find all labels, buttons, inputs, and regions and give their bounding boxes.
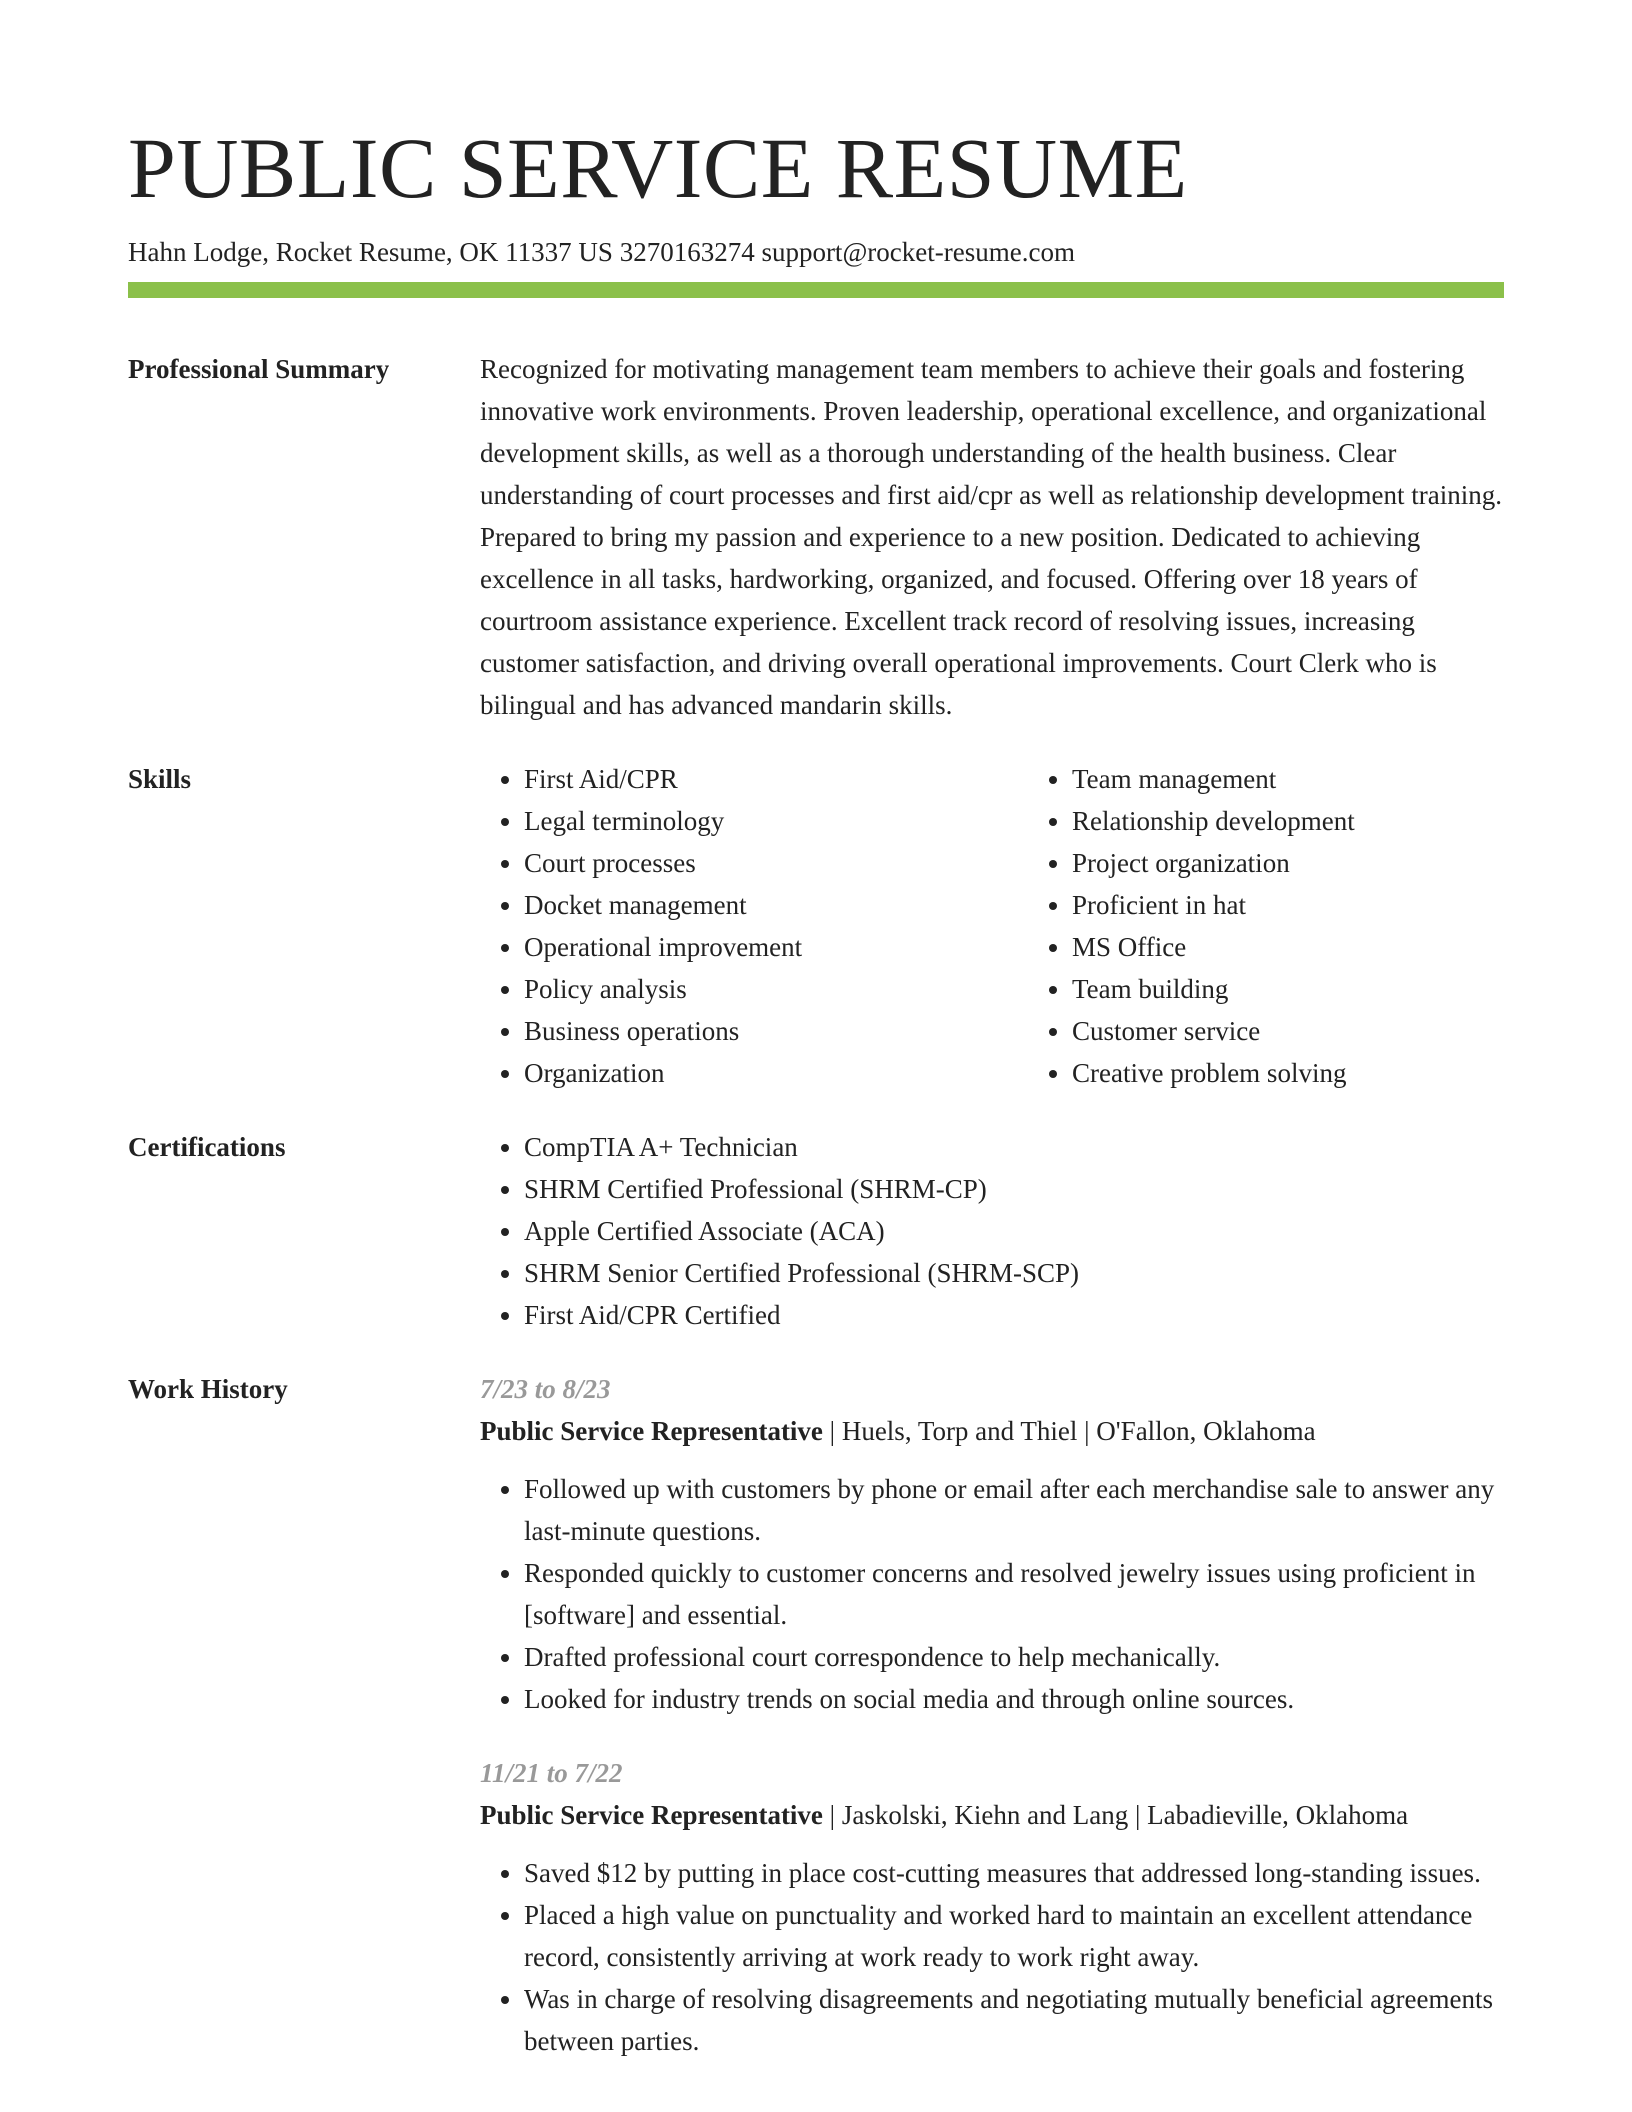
header-divider xyxy=(128,282,1504,298)
job-entry xyxy=(480,1368,1504,1720)
certifications-section xyxy=(128,1126,1504,1336)
skill-item: • First Aid/CPR xyxy=(524,758,1028,800)
contact-email: support@rocket-resume.com xyxy=(761,237,1075,267)
skill-item: • Customer service xyxy=(1072,1010,1576,1052)
certification-item: • First Aid/CPR Certified xyxy=(524,1294,1504,1336)
job-duty: • Followed up with customers by phone or email after each merchandise sale to answer any last-minute questions. xyxy=(524,1468,1504,1552)
skills-section xyxy=(128,758,1504,1094)
contact-address: Hahn Lodge, Rocket Resume, OK 11337 US xyxy=(128,237,613,267)
job-duties-list xyxy=(480,1468,1504,1720)
job-duty: • Was in charge of resolving disagreements and negotiating mutually beneficial agreements between parties. xyxy=(524,1978,1504,2062)
skills-grid xyxy=(480,758,1576,1094)
job-duty: • Responded quickly to customer concerns and resolved jewelry issues using proficient in [software] and essential. xyxy=(524,1552,1504,1636)
certification-item: • CompTIA A+ Technician xyxy=(524,1126,1504,1168)
section-label-skills: Skills xyxy=(128,764,192,794)
skills-list-right xyxy=(1028,758,1576,1094)
certifications-list xyxy=(480,1126,1504,1336)
professional-summary-section xyxy=(128,348,1504,726)
job-dates: 11/21 to 7/22 xyxy=(480,1758,623,1788)
contact-line xyxy=(128,234,1504,270)
job-employer-location: | Jaskolski, Kiehn and Lang | Labadieville, Oklahoma xyxy=(822,1800,1409,1830)
skill-item: • Team building xyxy=(1072,968,1576,1010)
certification-item: • SHRM Certified Professional (SHRM-CP) xyxy=(524,1168,1504,1210)
skill-item: • Organization xyxy=(524,1052,1028,1094)
job-entry xyxy=(480,1752,1504,2062)
skill-item: • Creative problem solving xyxy=(1072,1052,1576,1094)
skill-item: • Docket management xyxy=(524,884,1028,926)
skill-item: • Operational improvement xyxy=(524,926,1028,968)
skills-list-left xyxy=(480,758,1028,1094)
job-heading xyxy=(480,1410,1504,1452)
job-title: Public Service Representative xyxy=(480,1800,823,1830)
skill-item: • MS Office xyxy=(1072,926,1576,968)
certification-item: • Apple Certified Associate (ACA) xyxy=(524,1210,1504,1252)
job-title: Public Service Representative xyxy=(480,1416,823,1446)
job-duties-list xyxy=(480,1852,1504,2062)
job-duty: • Looked for industry trends on social media and through online sources. xyxy=(524,1678,1504,1720)
job-duty: • Placed a high value on punctuality and worked hard to maintain an excellent attendance record, consistently arriving at work ready to work right away. xyxy=(524,1894,1504,1978)
contact-phone: 3270163274 xyxy=(619,237,755,267)
skill-item: • Project organization xyxy=(1072,842,1576,884)
skill-item: • Business operations xyxy=(524,1010,1028,1052)
job-duty: • Drafted professional court correspondence to help mechanically. xyxy=(524,1636,1504,1678)
resume-title: PUBLIC SERVICE RESUME xyxy=(128,120,1188,216)
section-label-work-history: Work History xyxy=(128,1374,288,1404)
skill-item: • Policy analysis xyxy=(524,968,1028,1010)
skill-item: • Team management xyxy=(1072,758,1576,800)
skill-item: • Proficient in hat xyxy=(1072,884,1576,926)
job-employer-location: | Huels, Torp and Thiel | O'Fallon, Oklahoma xyxy=(822,1416,1316,1446)
work-history-section xyxy=(128,1368,1504,2062)
skill-item: • Legal terminology xyxy=(524,800,1028,842)
skill-item: • Court processes xyxy=(524,842,1028,884)
work-history-body xyxy=(480,1368,1504,2062)
certifications-body xyxy=(480,1126,1504,1336)
skill-item: • Relationship development xyxy=(1072,800,1576,842)
job-dates: 7/23 to 8/23 xyxy=(480,1374,611,1404)
section-label-certifications: Certifications xyxy=(128,1132,286,1162)
job-duty: • Saved $12 by putting in place cost-cutting measures that addressed long-standing issues. xyxy=(524,1852,1504,1894)
job-heading xyxy=(480,1794,1504,1836)
certification-item: • SHRM Senior Certified Professional (SHRM-SCP) xyxy=(524,1252,1504,1294)
summary-text: Recognized for motivating management team members to achieve their goals and fostering innovative work environments. Proven leadership, operational excellence, and organizational development skills, as well as a thorough understanding of the health business. Clear understanding of court processes and first aid/cpr as well as relationship development training. Prepared to bring my passion and experience to a new position. Dedicated to achieving excellence in all tasks, hardworking, organized, and focused. Offering over 18 years of courtroom assistance experience. Excellent track record of resolving issues, increasing customer satisfaction, and driving overall operational improvements. Court Clerk who is bilingual and has advanced mandarin skills. xyxy=(480,354,1502,720)
section-label-summary: Professional Summary xyxy=(128,354,390,384)
